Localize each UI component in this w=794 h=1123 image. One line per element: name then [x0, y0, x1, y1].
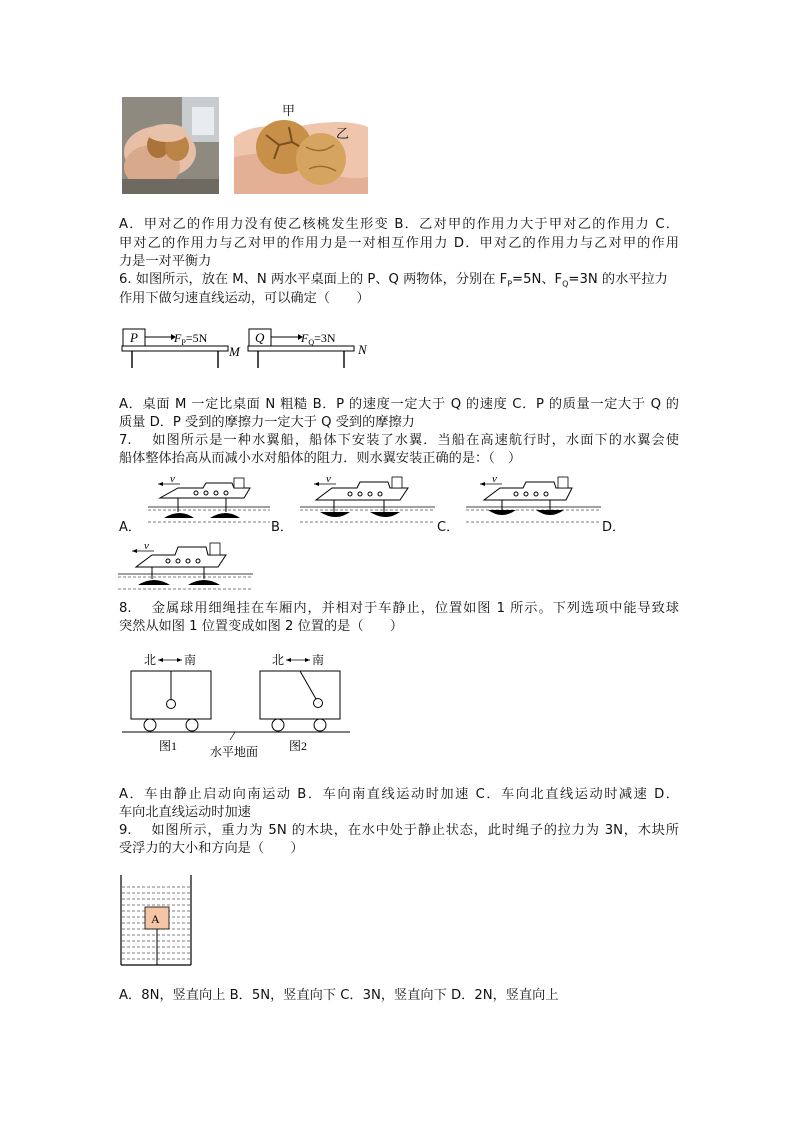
fig2-label: 图2 — [289, 739, 308, 753]
block-p-label: P — [130, 330, 138, 345]
q6-options-line-2: 质量 D．P 受到的摩擦力一定大于 Q 受到的摩擦力 — [119, 415, 415, 430]
q8-stem-line-1: 8. 金属球用细绳挂在车厢内，并相对于车静止，位置如图 1 所示。下列选项中能导致球 — [119, 601, 679, 616]
q7-stem-line-2: 船体整体抬高从而减小水对船体的阻力．则水翼安装正确的是：（ ） — [119, 451, 522, 466]
q6-figure — [118, 324, 378, 372]
svg-text:v: v — [326, 473, 331, 485]
walnut-palm-photo-2 — [234, 97, 368, 194]
q8-options-line-1: A．车由静止启动向南运动 B．车向南直线运动时加速 C．车向北直线运动时减速 D． — [119, 787, 679, 802]
q9-stem-line-1: 9. 如图所示，重力为 5N 的木块，在水中处于静止状态，此时绳子的拉力为 3N，木块所 — [119, 823, 679, 838]
force-q-label: $F_Q=3N$ — [301, 331, 336, 347]
fig1-label: 图1 — [159, 739, 178, 753]
block-a-label: A — [151, 912, 160, 926]
north-label-2: 北 — [272, 653, 285, 667]
q5-options-line-3: 力是一对平衡力 — [119, 254, 212, 269]
hydrofoil-option-a-figure[interactable] — [148, 470, 270, 528]
hydrofoil-option-c-figure[interactable] — [466, 470, 601, 528]
q6-stem-line-1: 6. 如图所示，放在 M、N 两水平桌面上的 P、Q 两物体，分别在 $F_P=5N$、$F_Q=3N$ 的水平拉力 — [119, 272, 668, 289]
q8-stem-line-2: 突然从如图 1 位置变成如图 2 位置的是（ ） — [119, 619, 404, 634]
q6-options-line-1: A．桌面 M 一定比桌面 N 粗糙 B．P 的速度一定大于 Q 的速度 C．P 的质量一定大于 Q 的 — [119, 397, 679, 412]
hydrofoil-option-d-figure[interactable] — [118, 537, 253, 595]
q7-option-a-label[interactable]: A． — [119, 520, 141, 535]
q7-stem-line-1: 7. 如图所示是一种水翼船，船体下安装了水翼．当船在高速航行时，水面下的水翼会使 — [119, 433, 679, 448]
svg-text:v: v — [492, 473, 497, 485]
label-jia: 甲 — [282, 104, 296, 119]
force-p-label: $F_P=5N$ — [174, 331, 208, 347]
table-m-label: M — [229, 344, 240, 359]
label-yi: 乙 — [336, 127, 350, 142]
photo-two-walnuts-in-palm — [234, 97, 368, 194]
q6-stem-line-2: 作用下做匀速直线运动，可以确定（ ） — [119, 291, 370, 306]
q8-options-line-2: 车向北直线运动时加速 — [119, 805, 251, 820]
hydrofoil-option-b-figure[interactable] — [300, 470, 435, 528]
q5-options-line-2: 甲对乙的作用力与乙对甲的作用力是一对相互作用力 D．甲对乙的作用力与乙对甲的作用 — [119, 236, 679, 251]
walnut-hand-photo-1 — [122, 97, 219, 194]
photo-hand-squeezing-walnuts — [122, 97, 219, 194]
block-q-label: Q — [255, 330, 265, 345]
south-label-2: 南 — [312, 653, 325, 667]
q9-figure-beaker — [119, 873, 195, 967]
svg-text:v: v — [170, 473, 175, 485]
q5-options-line-1: A．甲对乙的作用力没有使乙核桃发生形变 B．乙对甲的作用力大于甲对乙的作用力 C． — [119, 217, 679, 232]
ground-label: 水平地面 — [210, 745, 259, 759]
q7-option-d-label[interactable]: D． — [602, 520, 626, 535]
svg-text:v: v — [144, 540, 149, 552]
q7-option-c-label[interactable]: C． — [437, 520, 460, 535]
q8-figure-cars — [122, 648, 354, 760]
q7-option-b-label[interactable]: B． — [271, 520, 293, 535]
south-label-1: 南 — [184, 653, 197, 667]
north-label-1: 北 — [144, 653, 157, 667]
q9-options-line-1: A．8N，竖直向上 B．5N，竖直向下 C．3N，竖直向下 D．2N，竖直向上 — [119, 988, 559, 1003]
table-n-label: N — [358, 342, 367, 357]
q9-stem-line-2: 受浮力的大小和方向是（ ） — [119, 841, 304, 856]
